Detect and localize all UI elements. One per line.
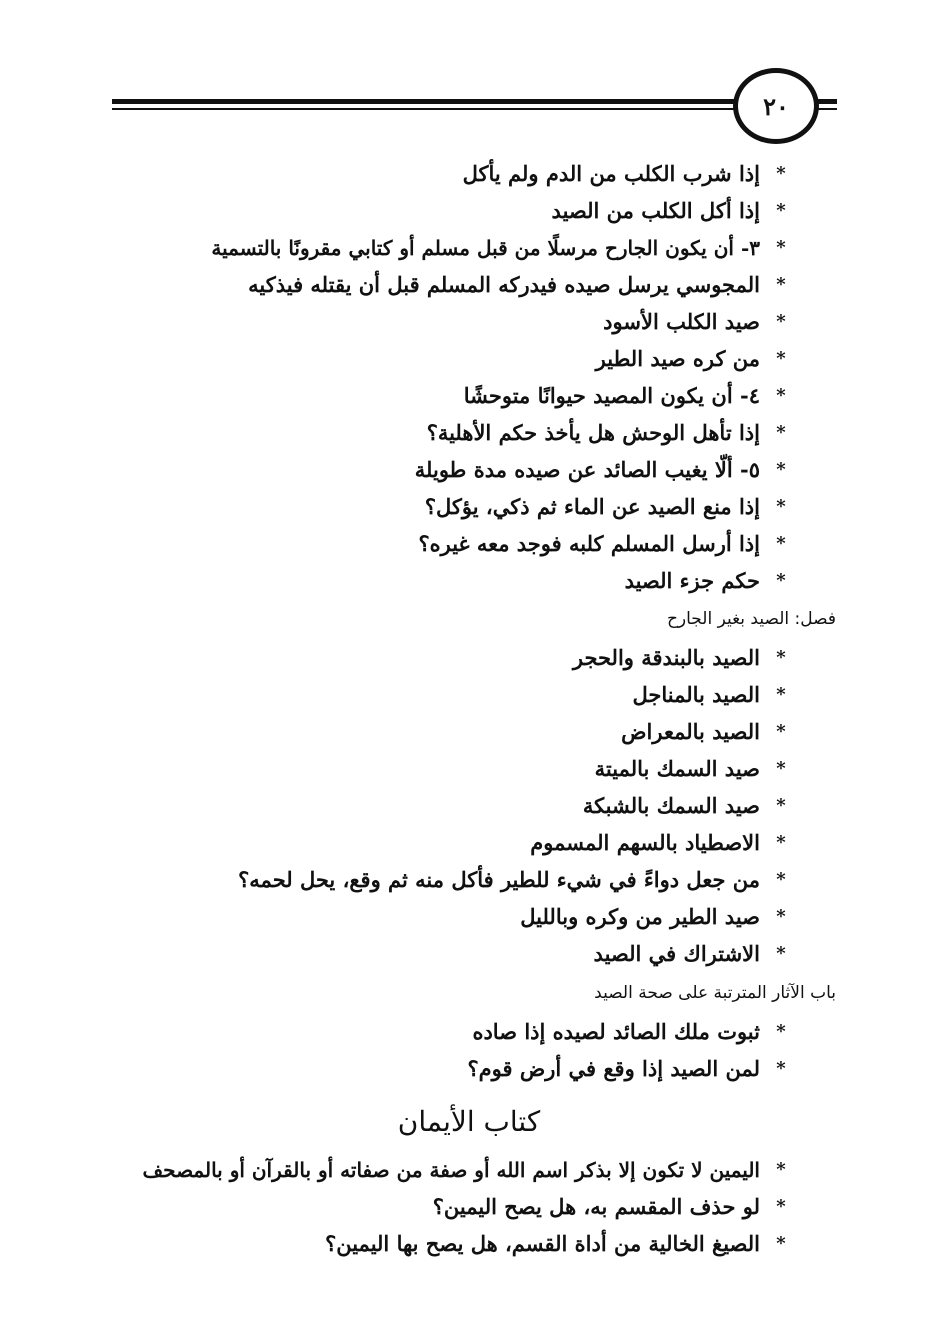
index-entry: المجوسي يرسل صيده فيدركه المسلم قبل أن يقتله فيذكيه xyxy=(248,272,760,297)
bullet-star-icon: * xyxy=(776,1021,786,1042)
bullet-star-icon: * xyxy=(776,200,786,221)
page-number-badge xyxy=(733,68,819,144)
index-entry: من كره صيد الطير xyxy=(595,346,760,371)
section-heading: باب الآثار المترتبة على صحة الصيد xyxy=(594,983,836,1003)
index-entry: إذا أرسل المسلم كلبه فوجد معه غيره؟ xyxy=(418,531,760,556)
bullet-star-icon: * xyxy=(776,684,786,705)
bullet-star-icon: * xyxy=(776,237,786,258)
index-entry: الصيد بالمعراض xyxy=(621,719,760,744)
index-entry: ٣- أن يكون الجارح مرسلًا من قبل مسلم أو كتابي مقرونًا بالتسمية xyxy=(211,236,760,260)
page-number: ٢٠ xyxy=(763,91,789,121)
bullet-star-icon: * xyxy=(776,1058,786,1079)
index-entry: صيد السمك بالميتة xyxy=(594,756,760,781)
bullet-star-icon: * xyxy=(776,496,786,517)
index-entry: اليمين لا تكون إلا بذكر اسم الله أو صفة من صفاته أو بالقرآن أو بالمصحف xyxy=(142,1158,760,1182)
bullet-star-icon: * xyxy=(776,943,786,964)
index-entry: إذا تأهل الوحش هل يأخذ حكم الأهلية؟ xyxy=(426,420,760,445)
bullet-star-icon: * xyxy=(776,1159,786,1180)
bullet-star-icon: * xyxy=(776,795,786,816)
bullet-star-icon: * xyxy=(776,533,786,554)
page-header xyxy=(0,0,938,140)
bullet-star-icon: * xyxy=(776,311,786,332)
header-rule-thin xyxy=(112,108,744,110)
index-entry: ٥- ألّا يغيب الصائد عن صيده مدة طويلة xyxy=(414,457,760,482)
bullet-star-icon: * xyxy=(776,758,786,779)
bullet-star-icon: * xyxy=(776,1196,786,1217)
bullet-star-icon: * xyxy=(776,832,786,853)
index-entry: حكم جزء الصيد xyxy=(624,568,760,593)
bullet-star-icon: * xyxy=(776,647,786,668)
index-entry: إذا أكل الكلب من الصيد xyxy=(551,198,760,223)
index-entry: صيد السمك بالشبكة xyxy=(582,793,760,818)
index-entry: الصيغ الخالية من أداة القسم، هل يصح بها اليمين؟ xyxy=(325,1231,760,1256)
index-entry: الصيد بالبندقة والحجر xyxy=(572,645,760,670)
bullet-star-icon: * xyxy=(776,348,786,369)
index-entry: صيد الطير من وكره وبالليل xyxy=(520,904,760,929)
index-entry: ٤- أن يكون المصيد حيوانًا متوحشًا xyxy=(463,383,760,408)
header-rule-thick xyxy=(112,99,744,104)
book-title: كتاب الأيمان xyxy=(397,1105,541,1138)
index-entry: لمن الصيد إذا وقع في أرض قوم؟ xyxy=(467,1056,760,1081)
bullet-star-icon: * xyxy=(776,570,786,591)
bullet-star-icon: * xyxy=(776,385,786,406)
bullet-star-icon: * xyxy=(776,869,786,890)
index-entry: الاشتراك في الصيد xyxy=(593,941,760,966)
bullet-star-icon: * xyxy=(776,422,786,443)
bullet-star-icon: * xyxy=(776,274,786,295)
bullet-star-icon: * xyxy=(776,459,786,480)
index-entry: من جعل دواءً في شيء للطير فأكل منه ثم وقع، يحل لحمه؟ xyxy=(238,867,760,892)
index-entry: صيد الكلب الأسود xyxy=(603,309,760,334)
section-heading: فصل: الصيد بغير الجارح xyxy=(666,609,836,629)
index-entry: الصيد بالمناجل xyxy=(632,682,760,707)
index-entry: ثبوت ملك الصائد لصيده إذا صاده xyxy=(472,1019,760,1044)
bullet-star-icon: * xyxy=(776,163,786,184)
bullet-star-icon: * xyxy=(776,906,786,927)
index-entry: إذا شرب الكلب من الدم ولم يأكل xyxy=(462,161,760,186)
index-entry: إذا منع الصيد عن الماء ثم ذكي، يؤكل؟ xyxy=(424,494,760,519)
bullet-star-icon: * xyxy=(776,721,786,742)
index-entry: الاصطياد بالسهم المسموم xyxy=(530,830,760,855)
bullet-star-icon: * xyxy=(776,1233,786,1254)
index-entry: لو حذف المقسم به، هل يصح اليمين؟ xyxy=(432,1194,760,1219)
